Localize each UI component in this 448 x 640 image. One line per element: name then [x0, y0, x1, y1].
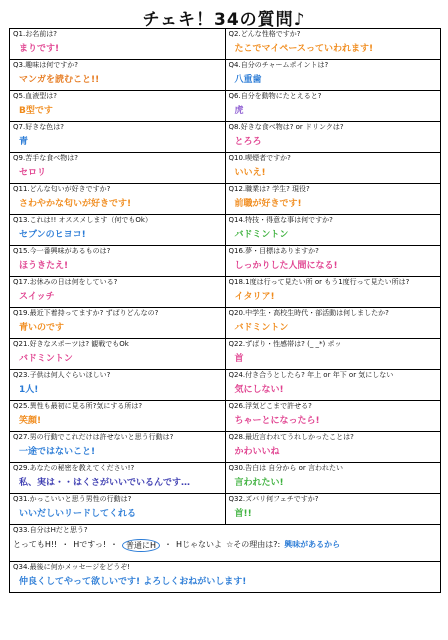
answer-text: 虎	[234, 106, 244, 116]
answer-text: マンガを読むこと!!	[19, 75, 100, 85]
qa-cell	[10, 29, 225, 59]
question-text: Q33.自分はHだと思う?	[13, 526, 88, 534]
qa-row	[9, 215, 441, 246]
qa-cell	[10, 432, 225, 462]
question-text: Q13.これは!! オススメします（何でもOk）	[13, 216, 152, 224]
qa-cell	[10, 463, 225, 493]
answer-text: しっかりした人間になる!	[234, 261, 338, 271]
question-text: Q3.趣味は何ですか?	[13, 61, 78, 69]
answer-text: まりです!	[19, 44, 60, 54]
qa-row	[9, 277, 441, 308]
qa-row	[9, 432, 441, 463]
answer-text: 青	[19, 137, 29, 147]
qa-cell	[225, 184, 441, 214]
qa-cell	[225, 29, 441, 59]
qa-cell	[10, 60, 225, 90]
answer-text: たこでマイペースっていわれます!	[234, 44, 374, 54]
qa-row	[9, 91, 441, 122]
question-text: Q31.かっこいいと思う男性の行動は?	[13, 495, 132, 503]
q33-options: とってもH!! ・ Hですっ! ・ 普通にH ・ Hじゃないよ ☆その理由は?: 興味があるから	[13, 540, 341, 550]
qa-row-33	[9, 525, 441, 562]
question-text: Q22.ずばり・性感帯は? (_ _*) ポッ	[228, 340, 342, 348]
answer-text: とろろ	[234, 137, 262, 147]
answer-text: 私、実は・・はくさがいいでいるんです…	[19, 478, 191, 488]
qa-row	[9, 494, 441, 525]
question-text: Q8.好きな食べ物は? or ドリンクは?	[228, 123, 344, 131]
question-text: Q26.浮気どこまで許せる?	[228, 402, 312, 410]
q33-reason-label: ☆その理由は?:	[226, 540, 281, 549]
answer-text: 1人!	[19, 385, 39, 395]
question-text: Q1.お名前は?	[13, 30, 57, 38]
q33-cell	[10, 525, 440, 561]
answer-text: セロリ	[19, 168, 47, 178]
qa-cell	[10, 184, 225, 214]
question-text: Q9.苦手な食べ物は?	[13, 154, 78, 162]
qa-cell	[10, 401, 225, 431]
question-text: Q34.最後に何かメッセージをどうぞ!	[13, 563, 131, 571]
answer-text: イタリア!	[234, 292, 275, 302]
qa-cell	[225, 246, 441, 276]
qa-row	[9, 308, 441, 339]
answer-text: スイッチ	[19, 292, 55, 302]
qa-cell	[225, 401, 441, 431]
q33-option: とってもH!!	[13, 540, 58, 549]
qa-row	[9, 339, 441, 370]
answer-text: 笑顔!	[19, 416, 42, 426]
question-text: Q11.どんな匂いが好きですか?	[13, 185, 111, 193]
qa-cell	[10, 339, 225, 369]
q33-option: Hですっ!	[73, 540, 107, 549]
answer-text: 一途ではないこと!	[19, 447, 96, 457]
sheet-title: チェキ！34の質問♪	[142, 10, 306, 30]
qa-cell	[10, 277, 225, 307]
question-text: Q19.最近下着持ってますか? ずばりどんなの?	[13, 309, 159, 317]
answer-text: ちゃーとになったら!	[234, 416, 320, 426]
answer-text: 前職が好きです!	[234, 199, 302, 209]
question-text: Q5.血液型は?	[13, 92, 57, 100]
question-text: Q32.ズバリ何フェチですか?	[228, 495, 319, 503]
question-text: Q16.夢・目標はありますか?	[228, 247, 319, 255]
qa-row	[9, 463, 441, 494]
qa-cell	[225, 215, 441, 245]
qa-cell	[225, 463, 441, 493]
q34-cell	[10, 562, 440, 592]
qa-cell	[10, 91, 225, 121]
question-text: Q17.お休みの日は何をしている?	[13, 278, 118, 286]
question-text: Q18.1度は行って見たい所 or もう1度行って見たい所は?	[228, 278, 410, 286]
q33-option: Hじゃないよ	[176, 540, 223, 549]
answer-text: 首!!	[234, 509, 252, 519]
qa-cell	[225, 370, 441, 400]
q33-reason: 興味があるから	[284, 540, 341, 549]
question-text: Q29.あなたの秘密を教えてください!?	[13, 464, 135, 472]
qa-cell	[10, 308, 225, 338]
question-text: Q15.今一番興味があるものは?	[13, 247, 111, 255]
qa-row	[9, 153, 441, 184]
answer-text: バドミントン	[19, 354, 73, 364]
question-text: Q23.子供は何人ぐらいほしい?	[13, 371, 111, 379]
answer-text: 気にしない!	[234, 385, 284, 395]
question-text: Q4.自分のチャームポイントは?	[228, 61, 329, 69]
qa-cell	[225, 91, 441, 121]
question-text: Q28.最近言われてうれしかったことは?	[228, 433, 354, 441]
qa-row	[9, 370, 441, 401]
qa-row	[9, 246, 441, 277]
answer-text: かわいいね	[234, 447, 280, 457]
qa-row	[9, 60, 441, 91]
answer-text: セブンのヒヨコ!	[19, 230, 86, 240]
question-text: Q27.男の行動でこれだけは許せないと思う行動は?	[13, 433, 174, 441]
answer-text: ほうきたえ!	[19, 261, 69, 271]
qa-cell	[10, 122, 225, 152]
qa-cell	[10, 370, 225, 400]
qa-cell	[10, 153, 225, 183]
question-text: Q10.喫煙者ですか?	[228, 154, 291, 162]
qa-cell	[225, 277, 441, 307]
question-text: Q21.好きなスポーツは? 観戦でもOk	[13, 340, 129, 348]
qa-row	[9, 184, 441, 215]
question-text: Q12.職業は? 学生? 現役?	[228, 185, 310, 193]
answer-text: いいだしいリードしてくれる	[19, 509, 137, 519]
answer-text: 言われたい!	[234, 478, 284, 488]
question-text: Q7.好きな色は?	[13, 123, 64, 131]
question-text: Q14.特技・得意な事は何ですか?	[228, 216, 333, 224]
answer-text: B型です	[19, 106, 53, 116]
qa-cell	[225, 122, 441, 152]
question-text: Q25.異性も最初に見る所?気にする所は?	[13, 402, 143, 410]
question-text: Q20.中学生・高校生時代・部活動は何しましたか?	[228, 309, 389, 317]
question-text: Q24.付き合うとしたら? 年上 or 年下 or 気にしない	[228, 371, 394, 379]
qa-cell	[225, 60, 441, 90]
qa-row-34	[9, 562, 441, 593]
qa-cell	[10, 494, 225, 524]
qa-grid	[9, 28, 441, 593]
qa-cell	[10, 246, 225, 276]
answer-text: 首	[234, 354, 244, 364]
question-text: Q30.告白は 自分から or 言われたい	[228, 464, 343, 472]
question-text: Q2.どんな性格ですか?	[228, 30, 301, 38]
answer-text: バドミントン	[234, 323, 289, 333]
answer-text: いいえ!	[234, 168, 266, 178]
answer-text: 青いのです	[19, 323, 65, 333]
qa-row	[9, 28, 441, 60]
answer-text: さわやかな匂いが好きです!	[19, 199, 132, 209]
answer-text: 仲良くしてやって欲しいです! よろしくおねがいします!	[19, 577, 247, 587]
qa-cell	[225, 339, 441, 369]
question-text: Q6.自分を動物にたとえると?	[228, 92, 322, 100]
qa-cell	[225, 432, 441, 462]
qa-row	[9, 122, 441, 153]
qa-cell	[225, 308, 441, 338]
qa-cell	[225, 153, 441, 183]
answer-text: 八重歯	[234, 75, 262, 85]
q33-option-selected: 普通にH	[122, 539, 160, 552]
qa-cell	[10, 215, 225, 245]
qa-row	[9, 401, 441, 432]
qa-cell	[225, 494, 441, 524]
answer-text: バドミントン	[234, 230, 289, 240]
